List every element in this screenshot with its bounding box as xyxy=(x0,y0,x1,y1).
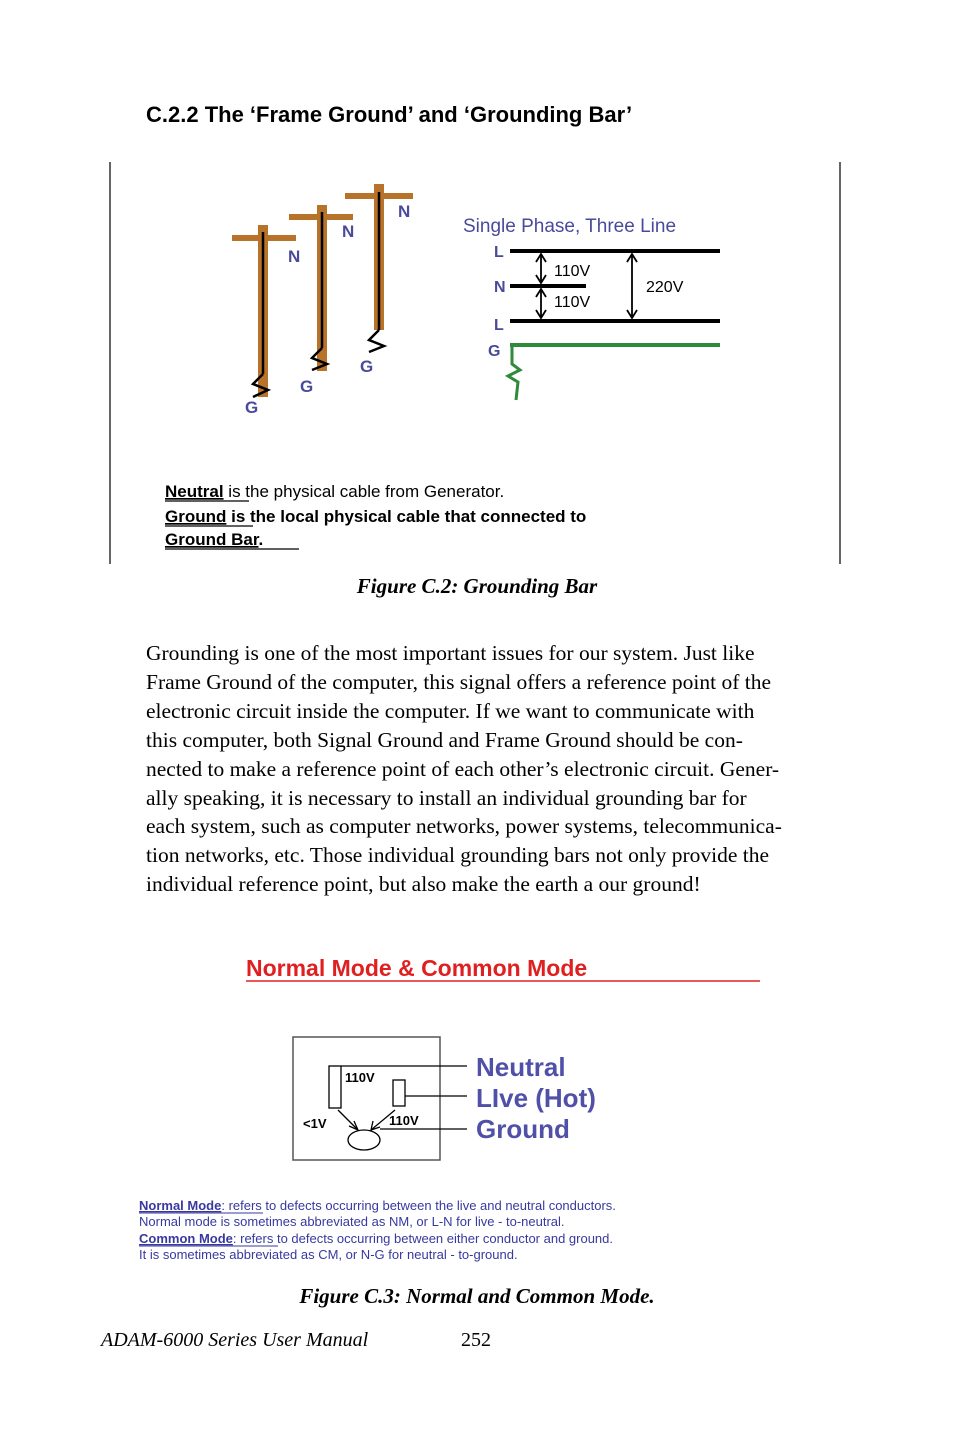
common-mode-description: : refers to defects occurring between either conductor and ground. xyxy=(232,1231,614,1246)
body-line: this computer, both Signal Ground and Frame Ground should be con- xyxy=(146,727,743,752)
pole1-neutral-label: N xyxy=(288,247,301,266)
body-line: individual reference point, but also make the earth a our ground! xyxy=(146,872,701,897)
normal-mode-term: Normal Mode xyxy=(139,1198,222,1213)
svg-text:Normal Mode: refers to defects xyxy=(139,1198,616,1213)
line-l-bottom-label: L xyxy=(494,317,504,334)
footer-manual-title: ADAM-6000 Series User Manual xyxy=(101,1329,369,1351)
svg-text:Ground Bar. xyxy=(165,530,263,549)
pole3-ground-label: G xyxy=(360,357,374,376)
body-line: each system, such as computer networks, power systems, telecommunica- xyxy=(146,814,782,839)
body-line: Grounding is one of the most important issues for our system. Just like xyxy=(146,641,755,665)
line-g-label: G xyxy=(488,343,501,360)
svg-text:Common Mode: refers to defects xyxy=(139,1231,613,1246)
figure2-title: Normal Mode & Common Mode xyxy=(246,955,588,981)
body-line: tion networks, etc. Those individual grounding bars not only provide the xyxy=(146,843,770,868)
ground-bar-end: . xyxy=(258,530,264,549)
ground-description: is the local physical cable that connected to xyxy=(226,507,587,526)
legend-live: LIve (Hot) xyxy=(476,1083,596,1113)
footer-page-number: 252 xyxy=(461,1329,491,1351)
line-l-top-label: L xyxy=(494,244,504,261)
body-line: electronic circuit inside the computer. If we want to communicate with xyxy=(146,698,755,723)
pole2-neutral-label: N xyxy=(342,222,355,241)
normal-common-mode-figure xyxy=(133,942,846,1272)
body-line: ally speaking, it is necessary to install an individual grounding bar for xyxy=(146,785,747,810)
body-line: Frame Ground of the computer, this signal offers a reference point of the xyxy=(146,669,772,694)
diagram-title: Single Phase, Three Line xyxy=(463,216,677,237)
common-mode-term: Common Mode xyxy=(139,1231,233,1246)
body-paragraph xyxy=(146,639,866,899)
figure2-voltage-top: 110V xyxy=(345,1070,375,1085)
voltage-lower-label: 110V xyxy=(554,294,591,311)
figure2-voltage-left: <1V xyxy=(303,1116,327,1131)
figure2-voltage-right: 110V xyxy=(389,1113,419,1128)
svg-text:Ground is the local physical c xyxy=(165,507,586,526)
legend-ground: Ground xyxy=(476,1114,570,1144)
section-heading: C.2.2 The ‘Frame Ground’ and ‘Grounding Bar’ xyxy=(146,102,633,127)
common-mode-line2: It is sometimes abbreviated as CM, or N-G for neutral - to-ground. xyxy=(139,1247,518,1262)
line-n-label: N xyxy=(494,279,506,296)
svg-text:Neutral is the physical cable xyxy=(165,482,504,501)
grounding-bar-figure xyxy=(108,162,842,564)
voltage-upper-label: 110V xyxy=(554,263,591,280)
utility-pole-1 xyxy=(232,225,296,397)
ground-bar-term: Ground Bar xyxy=(165,530,259,549)
body-line: nected to make a reference point of each other’s electronic circuit. Gener- xyxy=(146,756,780,781)
legend-neutral: Neutral xyxy=(476,1052,566,1082)
pole2-ground-label: G xyxy=(300,377,314,396)
figure-c3-caption: Figure C.3: Normal and Common Mode. xyxy=(299,1284,655,1308)
voltage-total-label: 220V xyxy=(646,279,684,296)
ground-term: Ground xyxy=(165,507,227,526)
neutral-description: is the physical cable from Generator. xyxy=(223,482,505,501)
normal-mode-description: : refers to defects occurring between the live and neutral conductors. xyxy=(221,1198,616,1213)
pole3-neutral-label: N xyxy=(398,202,411,221)
pole1-ground-label: G xyxy=(245,398,259,417)
normal-mode-line2: Normal mode is sometimes abbreviated as NM, or L-N for live - to-neutral. xyxy=(139,1214,565,1229)
figure-c2-caption: Figure C.2: Grounding Bar xyxy=(356,574,598,598)
neutral-term: Neutral xyxy=(165,482,224,501)
